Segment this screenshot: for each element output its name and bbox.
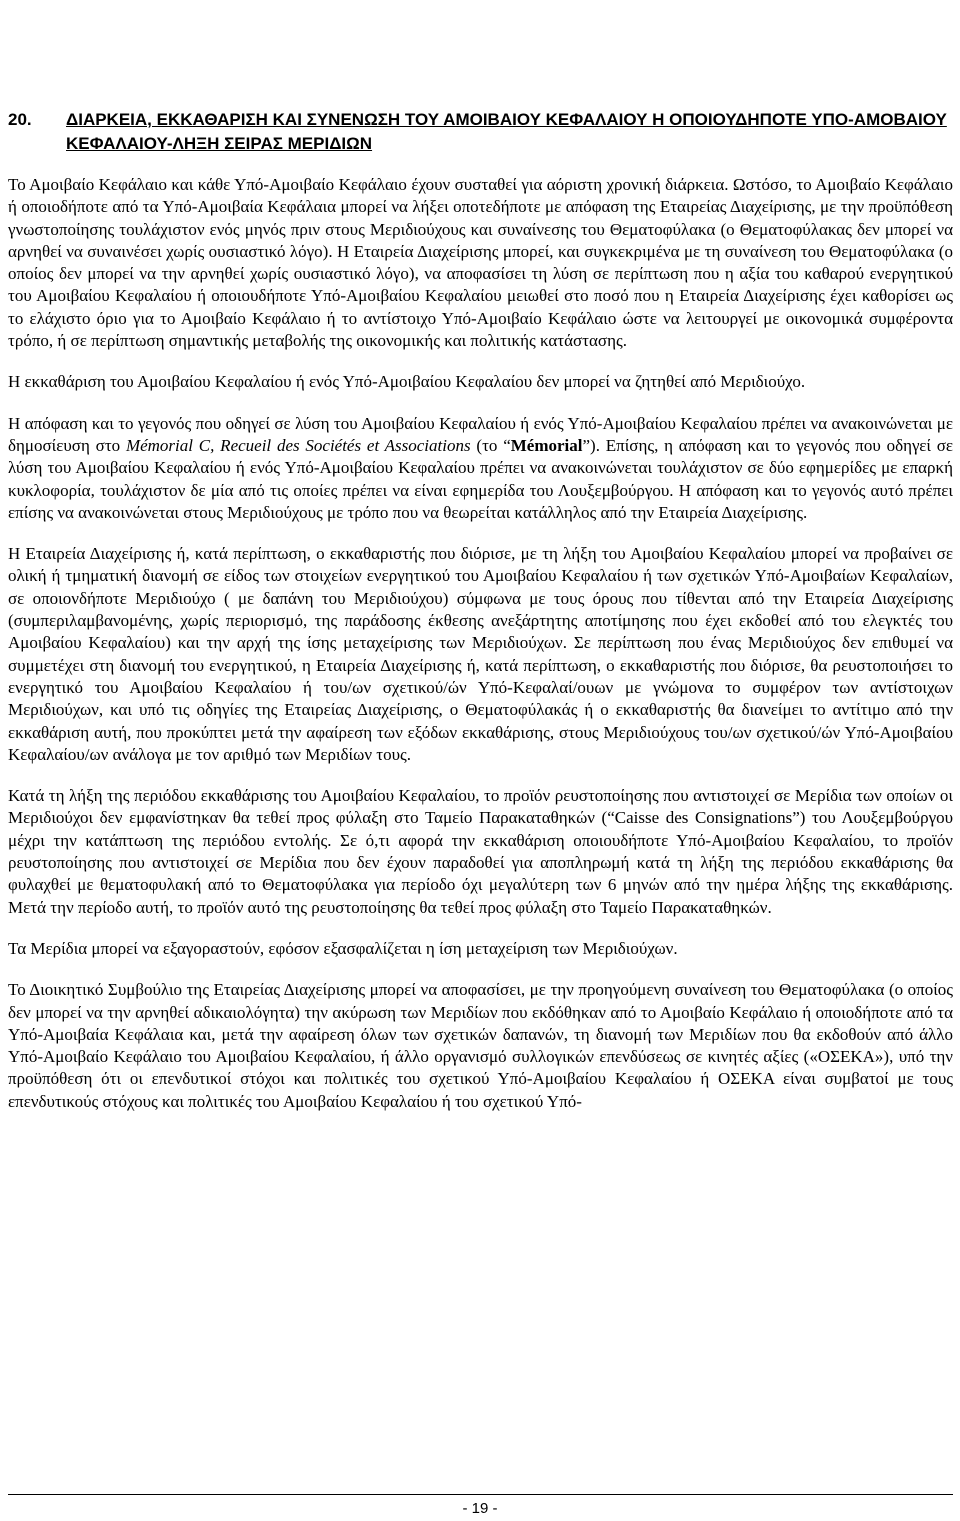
section-heading — [8, 108, 953, 156]
publication-text-mid: (το “ — [470, 435, 511, 455]
page-number: - 19 - — [462, 1500, 498, 1517]
memorial-bold: Mémorial — [510, 435, 583, 455]
document-page — [8, 108, 953, 1132]
section-number: 20. — [8, 110, 32, 129]
footer-divider — [8, 1494, 953, 1495]
paragraph-cancellation: Το Διοικητικό Συμβούλιο της Εταιρείας Διαχείρισης μπορεί να αποφασίσει, με την προηγούμενη συναίνεση του Θεματοφύλακα (ο οποίος δεν μπορεί να την αρνηθεί αδικαιολόγητα) την ακύρωση των Μεριδίων που εκδόθηκαν από το Αμοιβαίο Κεφάλαιο ή οποιοδήποτε από τα Υπό-Αμοιβαία Κεφάλαια και, μετά την αφαίρεση όλων των σχετικών δαπανών, τη διανομή των Μεριδίων που θα εκδοθούν από άλλο Υπό-Αμοιβαίο Κεφάλαιο του Αμοιβαίου Κεφαλαίου, ή άλλο οργανισμό συλλογικών επενδύσεως σε κινητές αξίες («ΟΣΕΚΑ»), υπό την προϋπόθεση ότι οι επενδυτικοί στόχοι και πολιτικές του σχετικού Υπό-Αμοιβαίου Κεφαλαίου ή ΟΣΕΚΑ είναι συμβατοί με τους επενδυτικούς στόχους και πολιτικές του Αμοιβαίου Κεφαλαίου ή του σχετικού Υπό- — [8, 980, 953, 1111]
paragraph-redemption: Τα Μερίδια μπορεί να εξαγοραστούν, εφόσον εξασφαλίζεται η ίση μεταχείριση των Μεριδιούχων. — [8, 938, 678, 958]
paragraph-consignment: Κατά τη λήξη της περιόδου εκκαθάρισης του Αμοιβαίου Κεφαλαίου, το προϊόν ρευστοποίησης που αντιστοιχεί σε Μερίδια των οποίων οι Μεριδιούχοι δεν εμφανίστηκαν θα τεθεί προς φύλαξη στο Ταμείο Παρακαταθηκών (“Caisse des Consignations”) του Λουξεμβούργου μέχρι την κατάπτωση της περιόδου εντολής. Σε ό,τι αφορά την εκκαθάριση οποιουδήποτε Υπό-Αμοιβαίου Κεφαλαίου, το προϊόν ρευστοποίησης που αντιστοιχεί σε Μερίδια που δεν έχουν παραδοθεί για αποπληρωμή κατά τη λήξη της περιόδου εκκαθάρισης θα φυλαχθεί με θεματοφυλακή από το Θεματοφύλακα για περίοδο όχι μεγαλύτερη των 6 μηνών από την ημέρα λήξης της εκκαθάρισης. Μετά την περίοδο αυτή, το προϊόν αυτό της ρευστοποίησης θα τεθεί προς φύλαξη στο Ταμείο Παρακαταθηκών. — [8, 786, 953, 917]
section-title: ΔΙΑΡΚΕΙΑ, ΕΚΚΑΘΑΡΙΣΗ ΚΑΙ ΣΥΝΕΝΩΣΗ ΤΟΥ ΑΜΟΙΒΑΙΟΥ ΚΕΦΑΛΑΙΟΥ Η ΟΠΟΙΟΥΔΗΠΟΤΕ ΥΠΟ-ΑΜΟΒΑΙΟΥ ΚΕΦΑΛΑΙΟΥ-ΛΗΞΗ ΣΕΙΡΑΣ ΜΕΡΙΔΙΩΝ — [66, 110, 947, 153]
paragraph-duration: Το Αμοιβαίο Κεφάλαιο και κάθε Υπό-Αμοιβαίο Κεφάλαιο έχουν συσταθεί για αόριστη χρονική διάρκεια. Ωστόσο, το Αμοιβαίο Κεφάλαιο ή οποιοδήποτε από τα Υπό-Αμοιβαία Κεφάλαια μπορεί να λήξει οποτεδήποτε με απόφαση της Εταιρείας Διαχείρισης, με την προϋπόθεση γνωστοποίησης τουλάχιστον ενός μηνός πριν στους Μεριδιούχους και συναίνεσης του Θεματοφύλακα (ο Θεματοφύλακας δεν μπορεί να αρνηθεί να συναινέσει χωρίς ουσιαστικό λόγο). Η Εταιρεία Διαχείρισης μπορεί, και συγκεκριμένα με τη συναίνεση του Θεματοφύλακα (ο οποίος δεν μπορεί να την αρνηθεί χωρίς ουσιαστικό λόγο), να αποφασίσει τη λύση σε περίπτωση που η αξία του καθαρού ενεργητικού του Αμοιβαίου Κεφαλαίου ή οποιουδήποτε Υπό-Αμοιβαίου Κεφαλαίου μειωθεί στο ποσό που η Εταιρεία Διαχείρισης έχει καθορίσει ως το ελάχιστο όριο για το Αμοιβαίο Κεφάλαιο ή το αντίστοιχο Υπό-Αμοιβαίο Κεφάλαιο ώστε να λειτουργεί με οικονομικά συμφέροντα τρόπο, ή σε περίπτωση σημαντικής μεταβολής της οικονομικής και πολιτικής κατάστασης. — [8, 175, 953, 351]
paragraph-publication — [8, 413, 953, 524]
paragraph-distribution: Η Εταιρεία Διαχείρισης ή, κατά περίπτωση, ο εκκαθαριστής που διόρισε, με τη λήξη του Αμοιβαίου Κεφαλαίου μπορεί να προβαίνει σε ολική ή τμηματική διανομή σε είδος των στοιχείων ενεργητικού του Αμοιβαίου Κεφαλαίου ή των σχετικών Υπό-Αμοιβαίων Κεφαλαίων, σε οποιονδήποτε Μεριδιούχο ( με δαπάνη του Μεριδιούχου) σύμφωνα με τους όρους που τίθενται από την Εταιρεία Διαχείρισης (συμπεριλαμβανομένης, χωρίς περιορισμό, της παράδοσης έκθεσης ανεξάρτητης αποτίμησης που έχει εκδοθεί από του ελεγκτές του Αμοιβαίου Κεφαλαίου) και την αρχή της ίσης μεταχείρισης των Μεριδιούχων. Σε περίπτωση που ένας Μεριδιούχος δεν επιθυμεί να συμμετέχει στη διανομή του ενεργητικού, η Εταιρεία Διαχείρισης ή, κατά περίπτωση, ο εκκαθαριστής που διόρισε, θα ρευστοποιήσει το ενεργητικό του Αμοιβαίου Κεφαλαίου ή του/ων σχετικού/ών Υπό-Κεφαλαί/ουων με γνώμονα το συμφέρον των αντίστοιχων Μεριδιούχων, και υπό τις οδηγίες της Εταιρείας Διαχείρισης, ο Θεματοφύλακάς ή ο εκκαθαριστής θα διανείμει το αντίτιμο από την εκκαθάριση αυτή, που προκύπτει μετά την αφαίρεση των εξόδων εκκαθάρισης, στους Μεριδιούχους του/ων σχετικού/ών Υπό-Αμοιβαίου Κεφαλαίου/ων ανάλογα με τον αριθμό των Μεριδίων τους. — [8, 544, 953, 764]
paragraph-liquidation-request: Η εκκαθάριση του Αμοιβαίου Κεφαλαίου ή ενός Υπό-Αμοιβαίου Κεφαλαίου δεν μπορεί να ζητηθεί από Μεριδιούχο. — [8, 372, 806, 392]
publication-text-end: ”). Επίσης, η απόφαση και το γεγονός που οδηγεί σε λύση του Αμοιβαίου Κεφαλαίου ή ενός Υπό-Αμοιβαίου Κεφαλαίου πρέπει να ανακοινώνεται τουλάχιστον σε δύο εφημερίδες με επαρκή κυκλοφορία, τουλάχιστον δε μία από τις οποίες πρέπει να είναι εφημερίδα του Λουξεμβούργου. Η απόφαση και το γεγονός αυτό πρέπει επίσης να ανακοινώνεται στους Μεριδιούχους με τρόπο που να θεωρείται κατάλληλος από την Εταιρεία Διαχείρισης. — [8, 435, 954, 522]
publication-text-start: Η απόφαση και το γεγονός που οδηγεί σε λύση του Αμοιβαίου Κεφαλαίου ή ενός Υπό-Αμοιβαίου Κεφαλαίου πρέπει να ανακοινώνεται με δημοσίευση στο — [8, 413, 953, 455]
memorial-italic: Mémorial C, Recueil des Sociétés et Associations — [125, 435, 471, 455]
